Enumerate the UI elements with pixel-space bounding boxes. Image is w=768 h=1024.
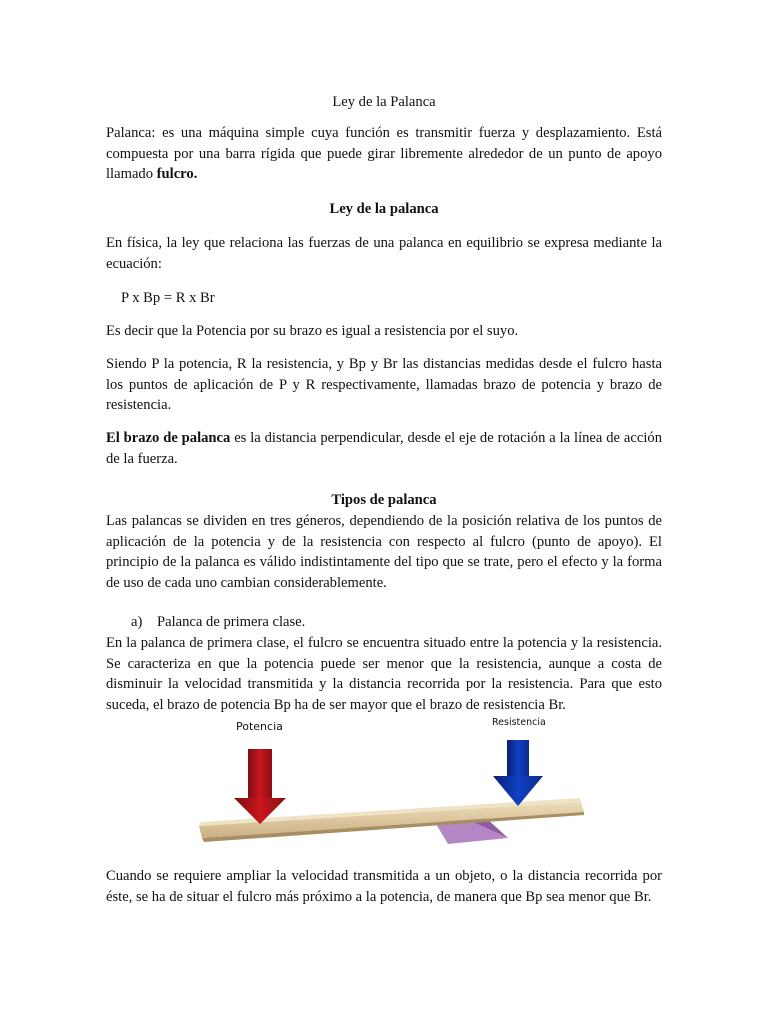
lever-illustration (196, 714, 584, 846)
brazo-bold-term: El brazo de palanca (106, 430, 231, 446)
list-item-text: Palanca de primera clase. (157, 614, 306, 630)
section-heading-ley-text: Ley de la palanca (329, 201, 439, 217)
lever-figure (196, 714, 584, 846)
intro-paragraph (106, 123, 662, 185)
brazo-paragraph (106, 428, 662, 469)
meaning-paragraph: Es decir que la Potencia por su brazo es igual a resistencia por el suyo. (106, 323, 519, 339)
resistencia-arrow (493, 740, 543, 806)
intro-text: Palanca: es una máquina simple cuya función es transmitir fuerza y desplazamiento. Está compuesta por una barra rígida que puede girar libremente alrededor de un punto de apoyo llamado (106, 125, 662, 182)
equation: P x Bp = R x Br (121, 290, 215, 306)
potencia-label: Potencia (236, 720, 283, 733)
section-heading-tipos (106, 490, 662, 511)
tipos-paragraph: Las palancas se dividen en tres géneros, dependiendo de la posición relativa de los puntos de aplicación de la potencia y de la resistencia con respecto al fulcro (punto de apoyo). El principio de la palanca es válido indistintamente del tipo que se trate, pero el efecto y la forma de uso de cada uno cambian considerablemente. (106, 513, 662, 591)
document-title: Ley de la Palanca (332, 94, 436, 110)
section-heading-ley (106, 199, 662, 220)
list-item-a (131, 612, 305, 633)
primera-paragraph: En la palanca de primera clase, el fulcro se encuentra situado entre la potencia y la resistencia. Se caracteriza en que la potencia puede ser menor que la resistencia, aunque a costa de disminuir la velocidad transmitida y la distancia recorrida por la resistencia. Para que esto suceda, el brazo de potencia Bp ha de ser mayor que el brazo de resistencia Br. (106, 635, 662, 713)
intro-bold-term: fulcro. (156, 166, 198, 182)
potencia-arrow (234, 749, 286, 824)
final-paragraph: Cuando se requiere ampliar la velocidad transmitida a un objeto, o la distancia recorrida por éste, se ha de situar el fulcro más próximo a la potencia, de manera que Bp sea menor que Br. (106, 868, 662, 905)
section-heading-tipos-text: Tipos de palanca (331, 492, 437, 508)
law-paragraph: En física, la ley que relaciona las fuerzas de una palanca en equilibrio se expresa mediante la ecuación: (106, 235, 662, 272)
resistencia-label: Resistencia (492, 717, 546, 728)
brazo-text: es la distancia perpendicular, desde el eje de rotación a la línea de acción de la fuerza. (106, 430, 662, 467)
siendo-paragraph: Siendo P la potencia, R la resistencia, y Bp y Br las distancias medidas desde el fulcro hasta los puntos de aplicación de P y R respectivamente, llamadas brazo de potencia y brazo de resistencia. (106, 356, 662, 413)
list-marker: a) (131, 614, 143, 630)
